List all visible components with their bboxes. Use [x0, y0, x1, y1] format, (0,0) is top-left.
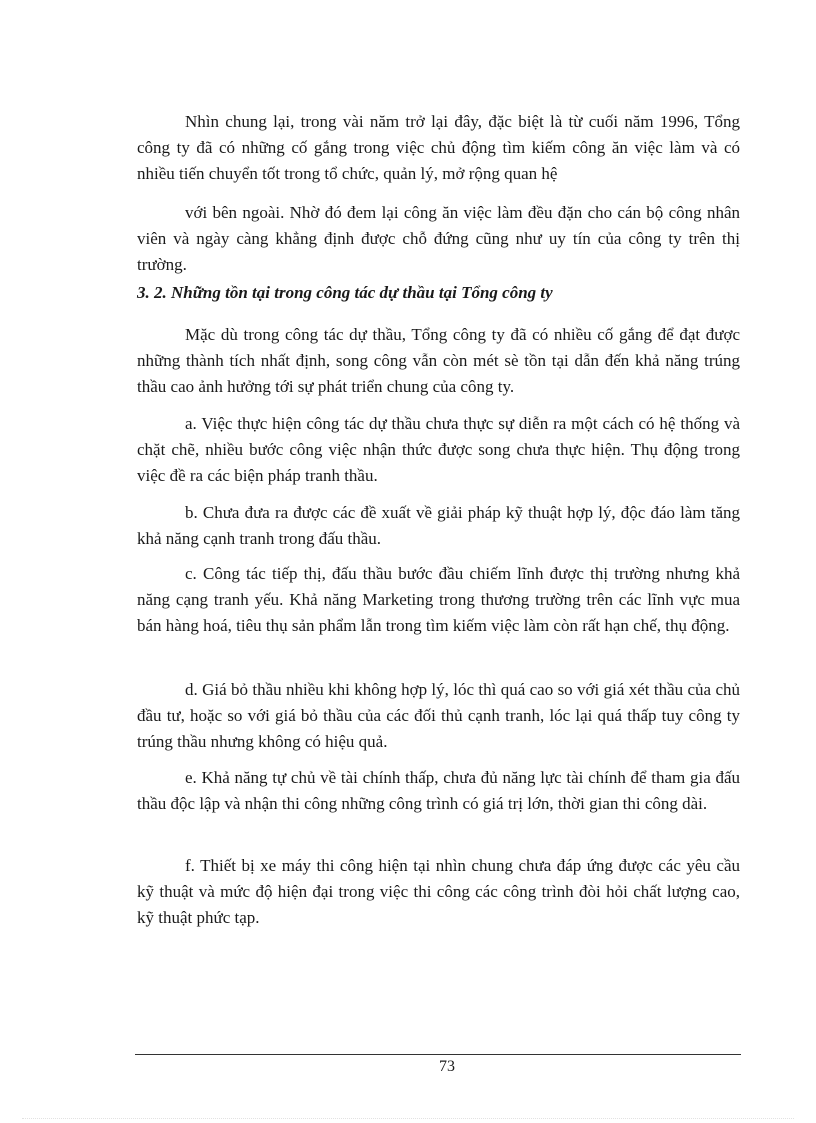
list-item-f: f. Thiết bị xe máy thi công hiện tại nhìn chung chưa đáp ứng được các yêu cầu kỹ thuật và mức độ hiện đại trong việc thi công các công trình đòi hỏi chất lượng cao, kỹ thuật phức tạp. [137, 856, 740, 927]
list-item-d: d. Giá bỏ thầu nhiều khi không hợp lý, lóc thì quá cao so với giá xét thầu của chủ đầu tư, hoặc so với giá bỏ thầu của các đối thủ cạnh tranh, lóc lại quá thấp tuy công ty trúng thầu nhưng không có hiệu quả. [137, 680, 740, 751]
paragraph-section-intro: Mặc dù trong công tác dự thầu, Tổng công ty đã có nhiều cố gắng để đạt được những thành tích nhất định, song công vẫn còn mét sè tồn tại dẫn đến khả năng trúng thầu cao ảnh hưởng tới sự phát triển chung của công ty. [137, 325, 740, 396]
footer-divider [135, 1054, 741, 1055]
list-item-e: e. Khả năng tự chủ về tài chính thấp, chưa đủ năng lực tài chính để tham gia đấu thầu độc lập và nhận thi công những công trình có giá trị lớn, thời gian thi công dài. [137, 768, 740, 813]
page-bottom-edge [22, 1118, 794, 1119]
list-item-a: a. Việc thực hiện công tác dự thầu chưa thực sự diễn ra một cách có hệ thống và chặt chẽ, nhiều bước công việc nhận thức được song chưa thực hiện. Thụ động trong việc đề ra các biện pháp tranh thầu. [137, 414, 740, 485]
list-item-c: c. Công tác tiếp thị, đấu thầu bước đầu chiếm lĩnh được thị trường nhưng khả năng cạng tranh yếu. Khả năng Marketing trong thương trường trên các lĩnh vực mua bán hàng hoá, tiêu thụ sản phẩm lẫn trong tìm kiếm việc làm còn rất hạn chế, thụ động. [137, 564, 740, 635]
paragraph-overview-continued: với bên ngoài. Nhờ đó đem lại công ăn việc làm đều đặn cho cán bộ công nhân viên và ngày càng khẳng định được chỗ đứng cũng như uy tín của công ty trên thị trường. [137, 203, 740, 274]
section-heading: 3. 2. Những tồn tại trong công tác dự thầu tại Tổng công ty [137, 283, 553, 302]
page-number: 73 [439, 1058, 455, 1075]
paragraph-overview: Nhìn chung lại, trong vài năm trở lại đây, đặc biệt là từ cuối năm 1996, Tổng công ty đã có những cố gắng trong việc chủ động tìm kiếm công ăn việc làm và có nhiều tiến chuyển tốt trong tổ chức, quản lý, mở rộng quan hệ [137, 112, 740, 183]
list-item-b: b. Chưa đưa ra được các đề xuất về giải pháp kỹ thuật hợp lý, độc đáo làm tăng khả năng cạnh tranh trong đấu thầu. [137, 503, 740, 548]
